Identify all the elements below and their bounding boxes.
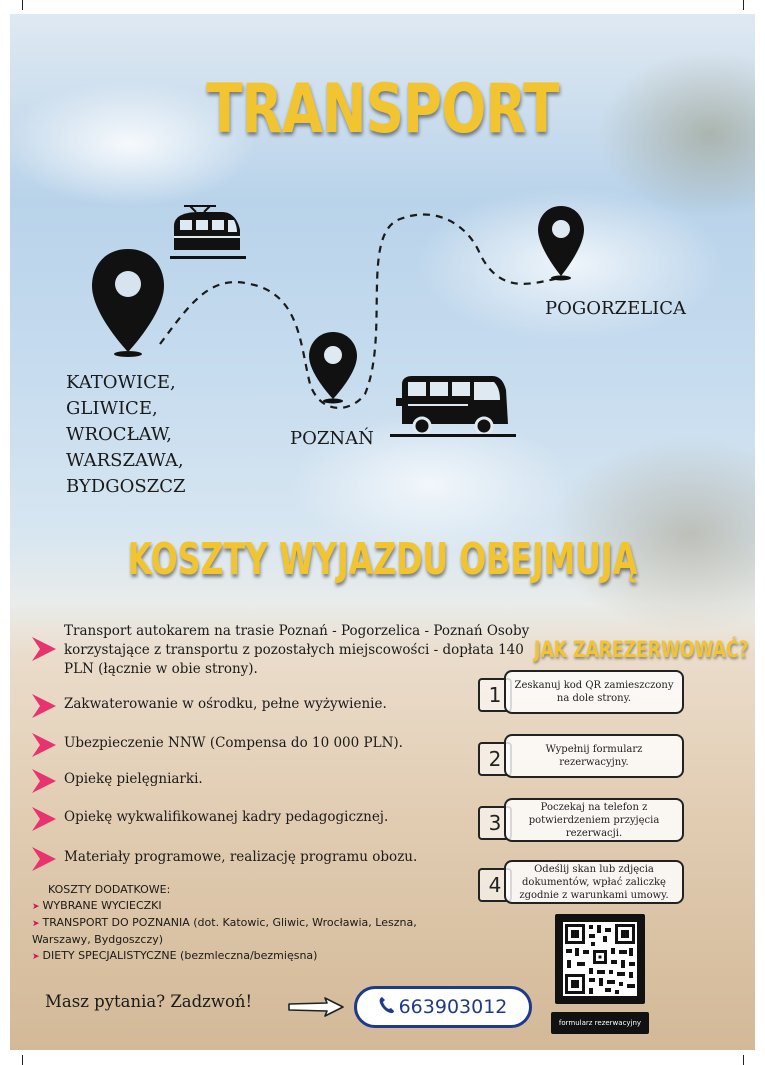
list-item-text: Ubezpieczenie NNW (Compensa do 10 000 PLN). [64, 735, 403, 751]
reservation-step [478, 670, 698, 720]
extra-costs-heading: KOSZTY DODATKOWE: [48, 883, 171, 896]
costs-heading: KOSZTY WYJAZDU OBEJMUJĄ [127, 534, 638, 585]
reservation-step [478, 860, 698, 910]
map-pin-icon [538, 206, 584, 281]
crop-mark [743, 0, 744, 10]
departure-cities [66, 370, 185, 500]
map-pin-icon [92, 249, 164, 357]
poster [10, 14, 755, 1050]
city-label-destination: POGORZELICA [545, 298, 687, 319]
chevron-right-icon [30, 691, 60, 721]
step-text: Poczekaj na telefon z potwierdzeniem przyjęcia rezerwacji. [504, 798, 684, 842]
train-icon [170, 206, 246, 259]
city-label: GLIWICE, [66, 398, 158, 419]
page-title: TRANSPORT [206, 70, 559, 149]
crop-mark [22, 1055, 23, 1065]
extra-costs [32, 882, 442, 965]
city-label: WARSZAWA, [66, 450, 184, 471]
chevron-right-icon [30, 766, 60, 796]
bullet-icon: ➤ [32, 919, 40, 929]
reservation-step [478, 798, 698, 848]
phone-button[interactable] [354, 986, 532, 1028]
phone-icon [379, 996, 395, 1019]
chevron-right-icon [30, 844, 60, 874]
city-label-middle: POZNAŃ [290, 428, 374, 449]
list-item-text: Materiały programowe, realizację programu obozu. [64, 849, 418, 865]
step-number: 3 [478, 806, 512, 840]
reservation-step [478, 734, 698, 784]
crop-mark [743, 1055, 744, 1065]
bus-icon [390, 376, 516, 437]
step-number: 1 [478, 678, 512, 712]
chevron-right-icon [30, 730, 60, 760]
map-pin-icon [309, 332, 357, 404]
qr-code-icon [563, 922, 637, 996]
bullet-icon: ➤ [32, 952, 40, 962]
qr-code[interactable] [555, 914, 645, 1004]
crop-mark [22, 0, 23, 10]
city-label: BYDGOSZCZ [66, 476, 186, 497]
bullet-icon: ➤ [32, 902, 40, 912]
list-item: ➤ WYBRANE WYCIECZKI [32, 899, 162, 912]
list-item-text: Opiekę wykwalifikowanej kadry pedagogicznej. [64, 809, 389, 825]
city-label: KATOWICE, [66, 372, 176, 393]
city-label: WROCŁAW, [66, 424, 172, 445]
list-item-text: Zakwaterowanie w ośrodku, pełne wyżywienie. [64, 696, 387, 712]
arrow-right-icon [287, 996, 347, 1018]
step-number: 4 [478, 868, 512, 902]
phone-number: 663903012 [398, 996, 508, 1018]
reservation-heading: JAK ZAREZERWOWAĆ? [534, 638, 749, 663]
step-text: Zeskanuj kod QR zamieszczony na dole strony. [504, 670, 684, 714]
list-item-text: Opiekę pielęgniarki. [64, 771, 203, 787]
list-item: ➤ DIETY SPECJALISTYCZNE (bezmleczna/bezmięsna) [32, 949, 318, 962]
step-text: Odeślij skan lub zdjęcia dokumentów, wpłać zaliczkę zgodnie z warunkami umowy. [504, 860, 684, 904]
step-text: Wypełnij formularz rezerwacyjny. [504, 734, 684, 778]
step-number: 2 [478, 742, 512, 776]
list-item-text: Transport autokarem na trasie Poznań - Pogorzelica - Poznań Osoby korzystające z transportu z pozostałych miejscowości - dopłata 140 PLN (łącznie w obie strony). [64, 623, 530, 677]
list-item: ➤ TRANSPORT DO POZNANIA (dot. Katowic, Gliwic, Wrocławia, Leszna, Warszawy, Bydgoszczy) [32, 916, 417, 946]
qr-code-label: formularz rezerwacyjny [551, 1012, 649, 1034]
chevron-right-icon [30, 634, 60, 664]
contact-question: Masz pytania? Zadzwoń! [45, 992, 253, 1011]
chevron-right-icon [30, 804, 60, 834]
